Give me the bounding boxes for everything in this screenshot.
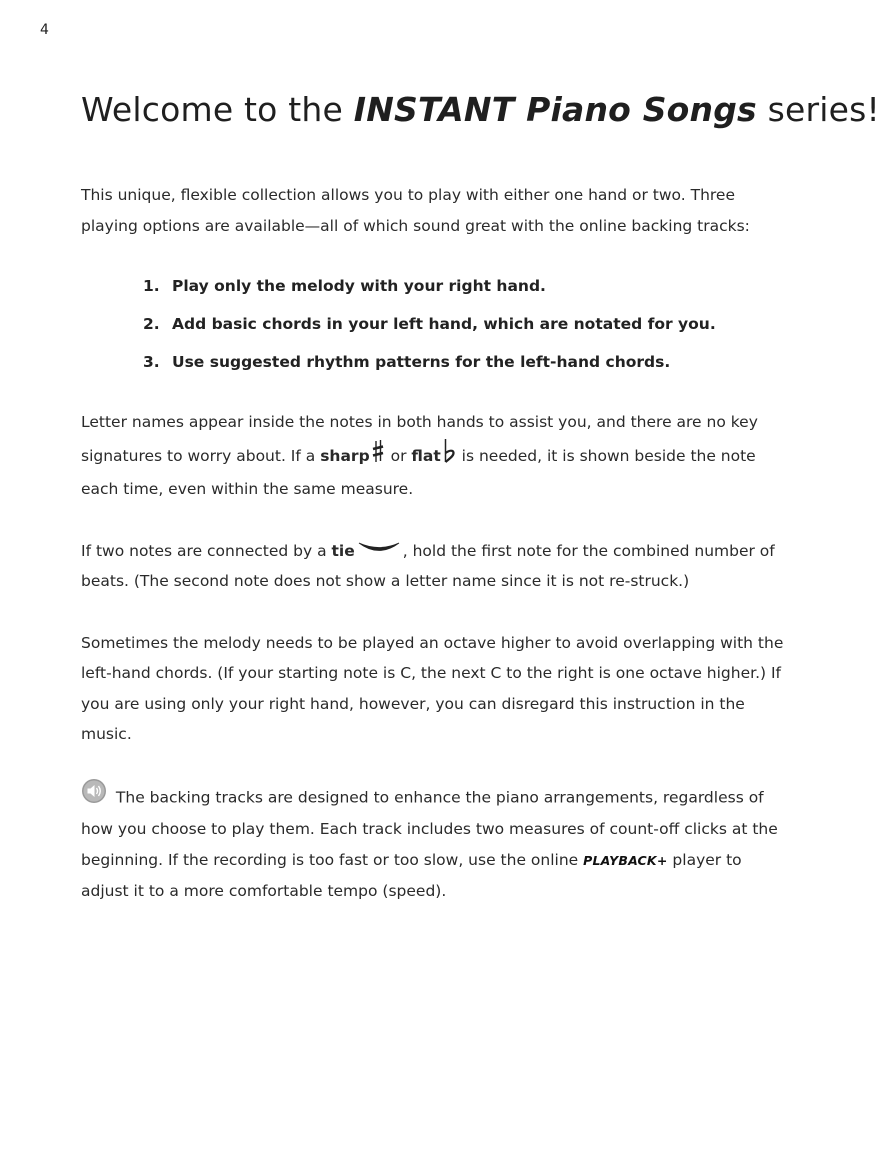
sharp-symbol-icon [372, 439, 384, 474]
backing-text-2: player to adjust it to a more comfortable tempo (speed). [81, 850, 742, 901]
tie-text-2: , hold the first note for the combined number of beats. (The second note does not show a letter name since it is not re-struck.) [81, 541, 775, 591]
tie-text-1: If two notes are connected by a [81, 541, 332, 560]
letter-names-text-1: Letter names appear inside the notes in both hands to assist you, and there are no key signatures to worry about. If a [81, 413, 758, 465]
letter-names-text-2: is needed, it is shown beside the note each time, even within the same measure. [81, 446, 756, 498]
flat-symbol-icon [443, 438, 455, 475]
list-item-text: Add basic chords in your left hand, which are notated for you. [172, 315, 716, 333]
flat-label: flat [411, 446, 441, 465]
list-item [143, 351, 791, 373]
list-item-number: 1. [143, 277, 160, 295]
playing-options-list [81, 275, 791, 373]
page-title [81, 88, 880, 132]
tie-label: tie [331, 541, 355, 560]
list-item-text: Use suggested rhythm patterns for the left-hand chords. [172, 353, 671, 371]
tie-paragraph [81, 536, 791, 597]
list-item-text: Play only the melody with your right hand. [172, 277, 546, 295]
page-content [81, 180, 791, 907]
speaker-audio-icon [81, 778, 107, 815]
title-suffix: series! [767, 90, 880, 129]
title-prefix: Welcome to the [81, 90, 344, 129]
list-item-number: 2. [143, 315, 160, 333]
intro-paragraph: This unique, flexible collection allows you to play with either one hand or two. Three playing options are available—all of which sound great with the online backing tracks: [81, 186, 750, 235]
letter-names-or: or [385, 446, 412, 465]
backing-text-1: The backing tracks are designed to enhance the piano arrangements, regardless of how you choose to play them. Each track includes two measures of count-off clicks at the beginning. If the recording is too fast or too slow, use the online [81, 788, 778, 869]
backing-tracks-paragraph [81, 781, 791, 907]
sharp-label: sharp [320, 446, 370, 465]
page-number: 4 [40, 22, 49, 38]
list-item-number: 3. [143, 353, 160, 371]
letter-names-paragraph [81, 407, 791, 505]
octave-paragraph: Sometimes the melody needs to be played an octave higher to avoid overlapping with the left-hand chords. (If your starting note is C, the next C to the right is one octave higher.) If you are using only your right hand, however, you can disregard this instruction in the music. [81, 633, 784, 744]
title-brand: INSTANT Piano Songs [353, 90, 757, 129]
list-item [143, 313, 791, 335]
tie-curve-icon [357, 536, 401, 567]
playback-plus-logo: PLAYBACK+ [583, 852, 668, 868]
list-item [143, 275, 791, 297]
